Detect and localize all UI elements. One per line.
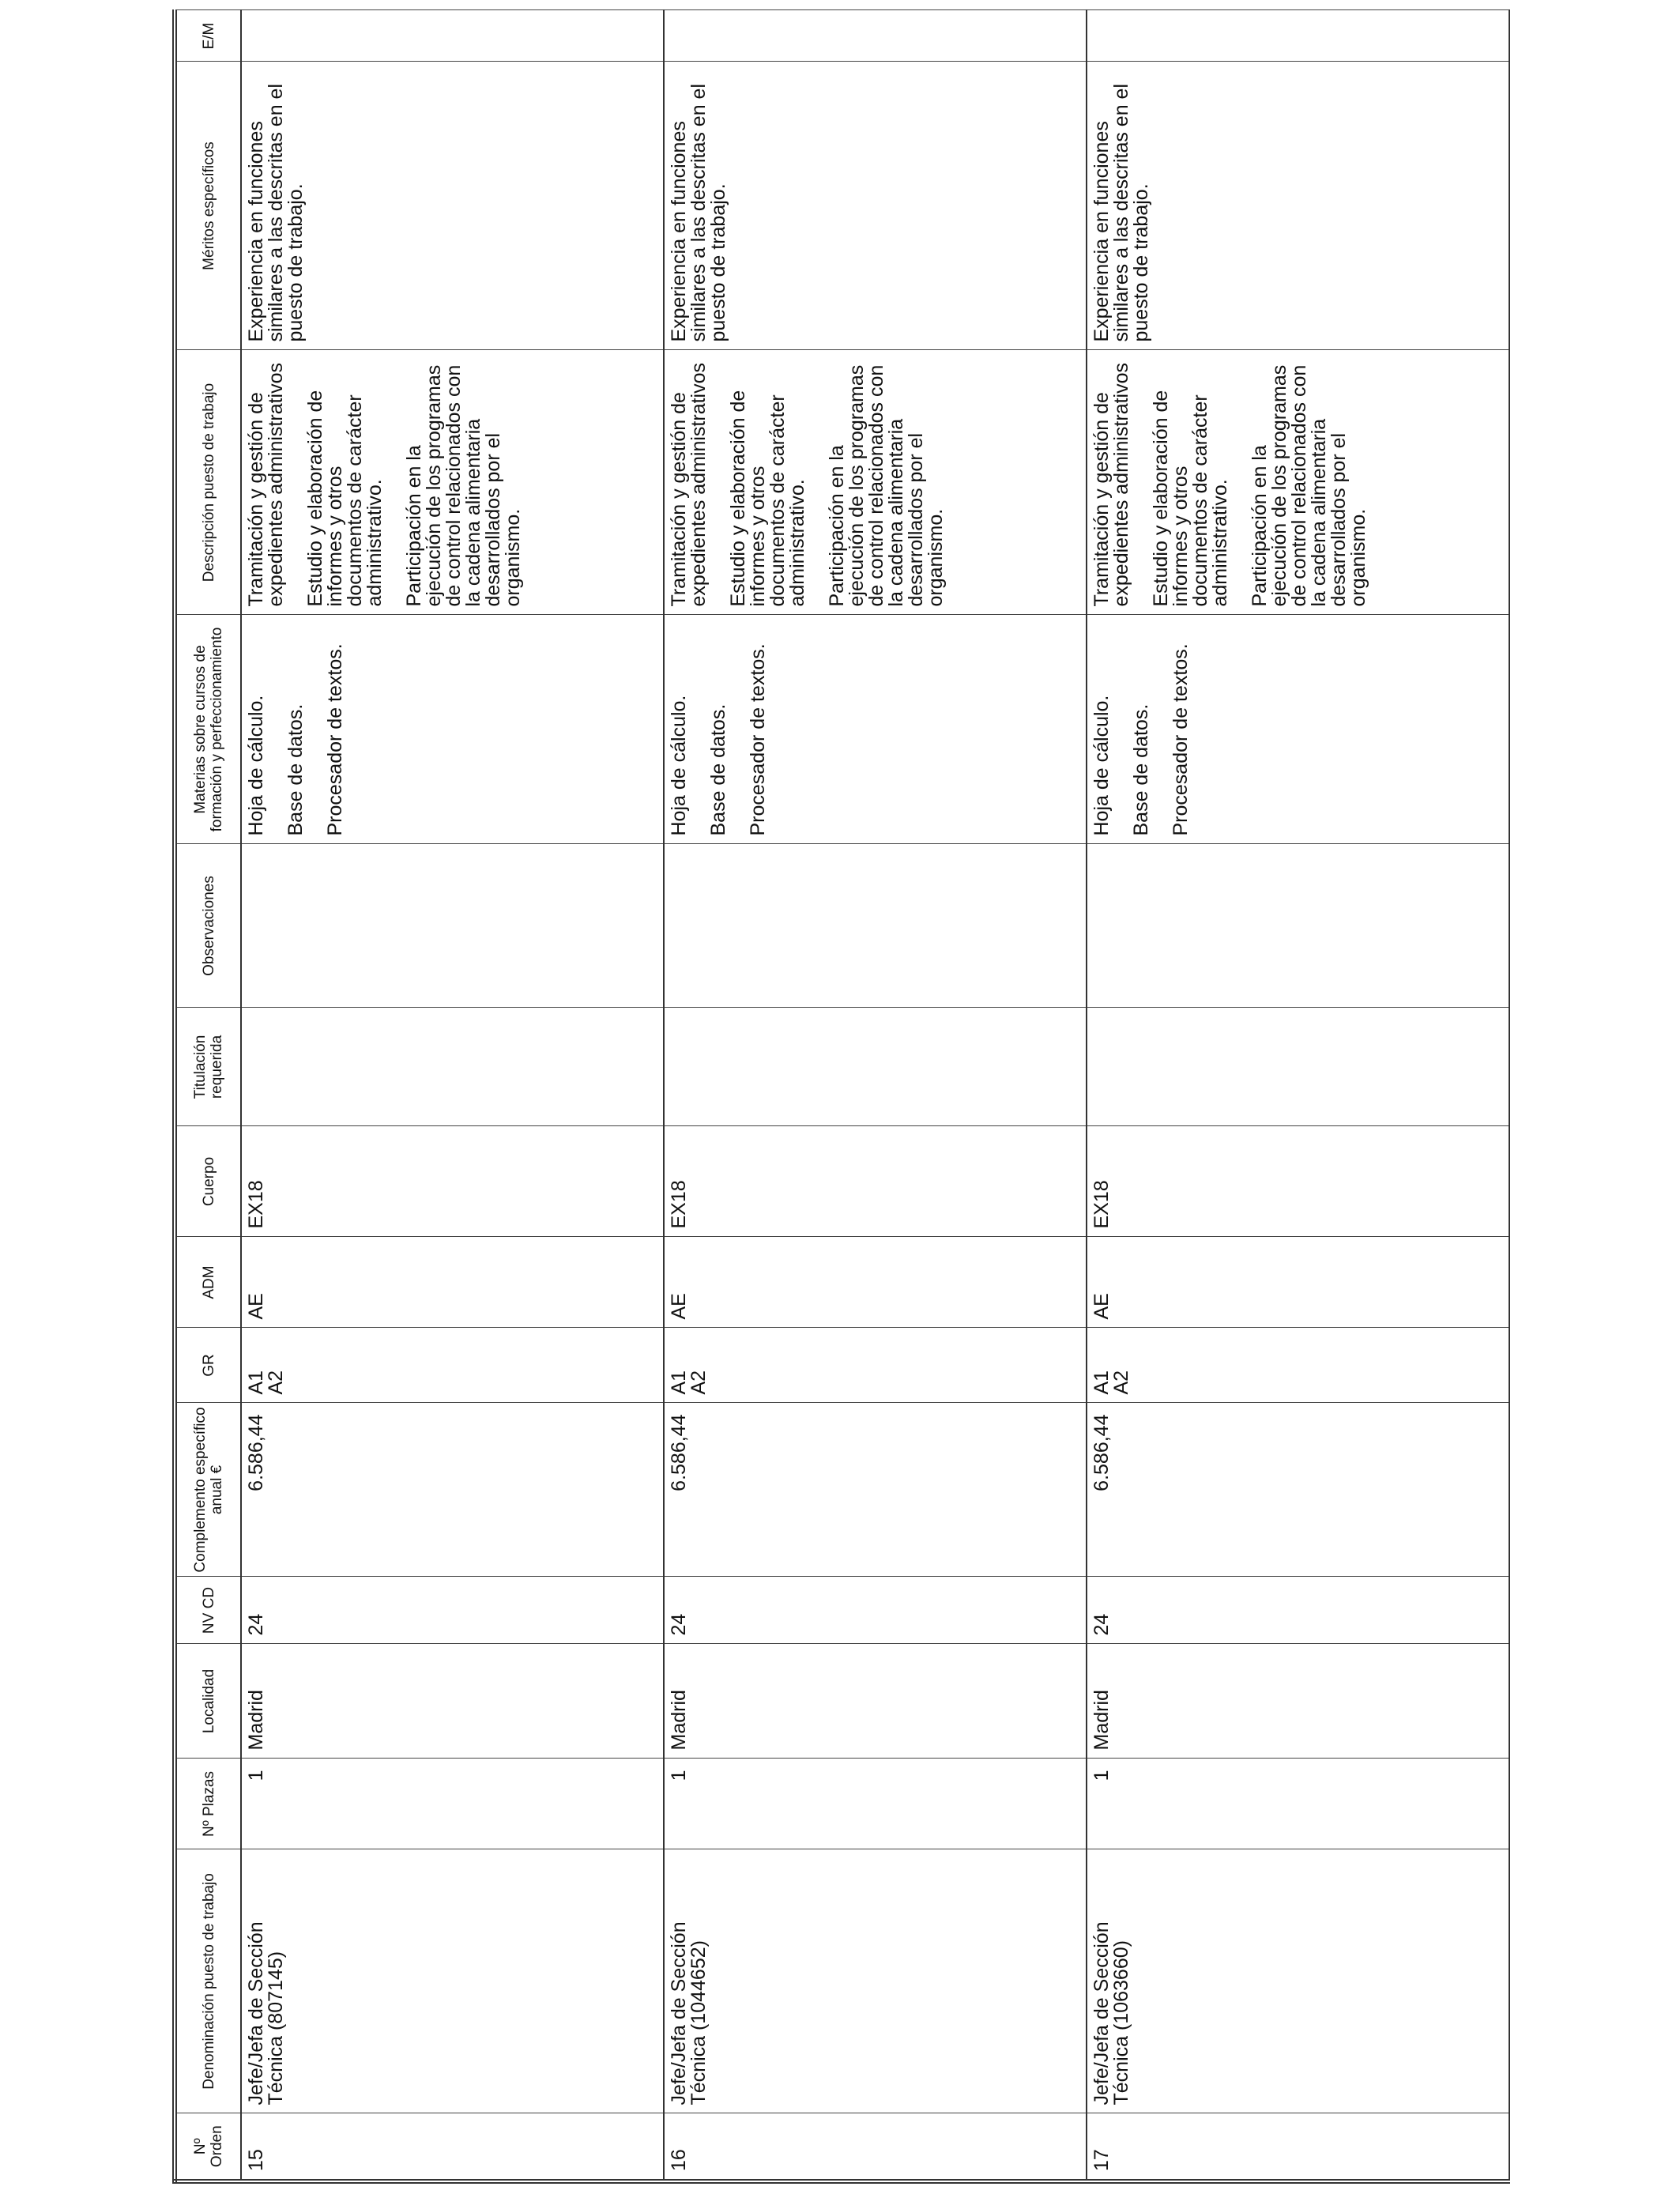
cell-descripcion xyxy=(1087,350,1509,615)
header-denominacion: Denominación puesto de trabajo xyxy=(175,1849,241,2113)
materia-item: Hoja de cálculo. xyxy=(668,695,690,836)
cell-localidad: Madrid xyxy=(1087,1644,1509,1759)
descripcion-item: Tramitación y gestión de expedientes administrativos xyxy=(668,363,710,607)
gr-value: A2 xyxy=(687,1370,710,1395)
cell-gr xyxy=(241,1328,664,1403)
gr-value: A1 xyxy=(1090,1370,1113,1395)
cell-meritos: Experiencia en funciones similares a las descritas en el puesto de trabajo. xyxy=(241,62,664,350)
header-orden: Nº Orden xyxy=(175,2113,241,2181)
header-em: E/M xyxy=(175,10,241,62)
cell-complemento: 6.586,44 xyxy=(1087,1403,1509,1577)
cell-materias xyxy=(241,615,664,844)
cell-titulacion xyxy=(1087,1008,1509,1126)
cell-nvcd: 24 xyxy=(664,1577,1087,1644)
cell-observaciones xyxy=(664,844,1087,1008)
cell-nvcd: 24 xyxy=(241,1577,664,1644)
cell-localidad: Madrid xyxy=(664,1644,1087,1759)
cell-cuerpo: EX18 xyxy=(1087,1126,1509,1237)
descripcion-item: Participación en la ejecución de los programas de control relacionados con la cadena alimentaria desarrollados por el organismo. xyxy=(403,364,524,607)
cell-plazas: 1 xyxy=(1087,1759,1509,1849)
header-titulacion: Titulación requerida xyxy=(175,1008,241,1126)
cell-complemento: 6.586,44 xyxy=(664,1403,1087,1577)
cell-nvcd: 24 xyxy=(1087,1577,1509,1644)
header-cuerpo: Cuerpo xyxy=(175,1126,241,1237)
descripcion-item: Tramitación y gestión de expedientes administrativos xyxy=(1090,363,1132,607)
header-localidad: Localidad xyxy=(175,1644,241,1759)
cell-descripcion xyxy=(241,350,664,615)
gr-value: A1 xyxy=(245,1370,267,1395)
cell-descripcion xyxy=(664,350,1087,615)
gr-value: A2 xyxy=(265,1370,287,1395)
cell-orden: 17 xyxy=(1087,2113,1509,2181)
cell-complemento: 6.586,44 xyxy=(241,1403,664,1577)
gr-value: A2 xyxy=(1110,1370,1132,1395)
job-positions-table xyxy=(172,10,1510,2185)
header-adm: ADM xyxy=(175,1237,241,1328)
descripcion-item: Estudio y elaboración de informes y otros documentos de carácter administrativo. xyxy=(304,390,386,607)
cell-titulacion xyxy=(664,1008,1087,1126)
header-complemento: Complemento específico anual € xyxy=(175,1403,241,1577)
cell-meritos: Experiencia en funciones similares a las descritas en el puesto de trabajo. xyxy=(664,62,1087,350)
header-observaciones: Observaciones xyxy=(175,844,241,1008)
gr-value: A1 xyxy=(668,1370,690,1395)
cell-adm: AE xyxy=(1087,1237,1509,1328)
cell-gr xyxy=(1087,1328,1509,1403)
header-plazas: Nº Plazas xyxy=(175,1759,241,1849)
cell-orden: 15 xyxy=(241,2113,664,2181)
cell-denominacion: Jefe/Jefa de Sección Técnica (1063660) xyxy=(1087,1849,1509,2113)
cell-localidad: Madrid xyxy=(241,1644,664,1759)
materia-item: Base de datos. xyxy=(1130,703,1152,836)
descripcion-item: Participación en la ejecución de los programas de control relacionados con la cadena alimentaria desarrollados por el organismo. xyxy=(1249,364,1369,607)
descripcion-item: Estudio y elaboración de informes y otros documentos de carácter administrativo. xyxy=(727,390,808,607)
cell-orden: 16 xyxy=(664,2113,1087,2181)
descripcion-item: Estudio y elaboración de informes y otros documentos de carácter administrativo. xyxy=(1150,390,1231,607)
materia-item: Hoja de cálculo. xyxy=(245,695,267,836)
cell-observaciones xyxy=(241,844,664,1008)
cell-plazas: 1 xyxy=(241,1759,664,1849)
rotated-document xyxy=(172,13,1510,2184)
cell-cuerpo: EX18 xyxy=(241,1126,664,1237)
materia-item: Base de datos. xyxy=(284,703,307,836)
table-row xyxy=(241,10,664,2181)
cell-em xyxy=(241,10,664,62)
cell-cuerpo: EX18 xyxy=(664,1126,1087,1237)
cell-observaciones xyxy=(1087,844,1509,1008)
cell-materias xyxy=(1087,615,1509,844)
table-row xyxy=(1087,10,1509,2181)
materia-item: Hoja de cálculo. xyxy=(1090,695,1113,836)
header-materias: Materias sobre cursos de formación y perfeccionamiento xyxy=(175,615,241,844)
cell-materias xyxy=(664,615,1087,844)
materia-item: Base de datos. xyxy=(707,703,729,836)
header-gr: GR xyxy=(175,1328,241,1403)
materia-item: Procesador de textos. xyxy=(1170,643,1192,836)
header-nvcd: NV CD xyxy=(175,1577,241,1644)
cell-adm: AE xyxy=(241,1237,664,1328)
materia-item: Procesador de textos. xyxy=(324,643,346,836)
cell-gr xyxy=(664,1328,1087,1403)
cell-titulacion xyxy=(241,1008,664,1126)
header-meritos: Méritos específicos xyxy=(175,62,241,350)
cell-em xyxy=(664,10,1087,62)
cell-denominacion: Jefe/Jefa de Sección Técnica (1044652) xyxy=(664,1849,1087,2113)
cell-denominacion: Jefe/Jefa de Sección Técnica (807145) xyxy=(241,1849,664,2113)
header-row xyxy=(175,10,241,2181)
table-row xyxy=(664,10,1087,2181)
cell-meritos: Experiencia en funciones similares a las descritas en el puesto de trabajo. xyxy=(1087,62,1509,350)
materia-item: Procesador de textos. xyxy=(747,643,769,836)
cell-adm: AE xyxy=(664,1237,1087,1328)
descripcion-item: Participación en la ejecución de los programas de control relacionados con la cadena alimentaria desarrollados por el organismo. xyxy=(826,364,947,607)
cell-em xyxy=(1087,10,1509,62)
descripcion-item: Tramitación y gestión de expedientes administrativos xyxy=(245,363,287,607)
header-descripcion: Descripción puesto de trabajo xyxy=(175,350,241,615)
cell-plazas: 1 xyxy=(664,1759,1087,1849)
